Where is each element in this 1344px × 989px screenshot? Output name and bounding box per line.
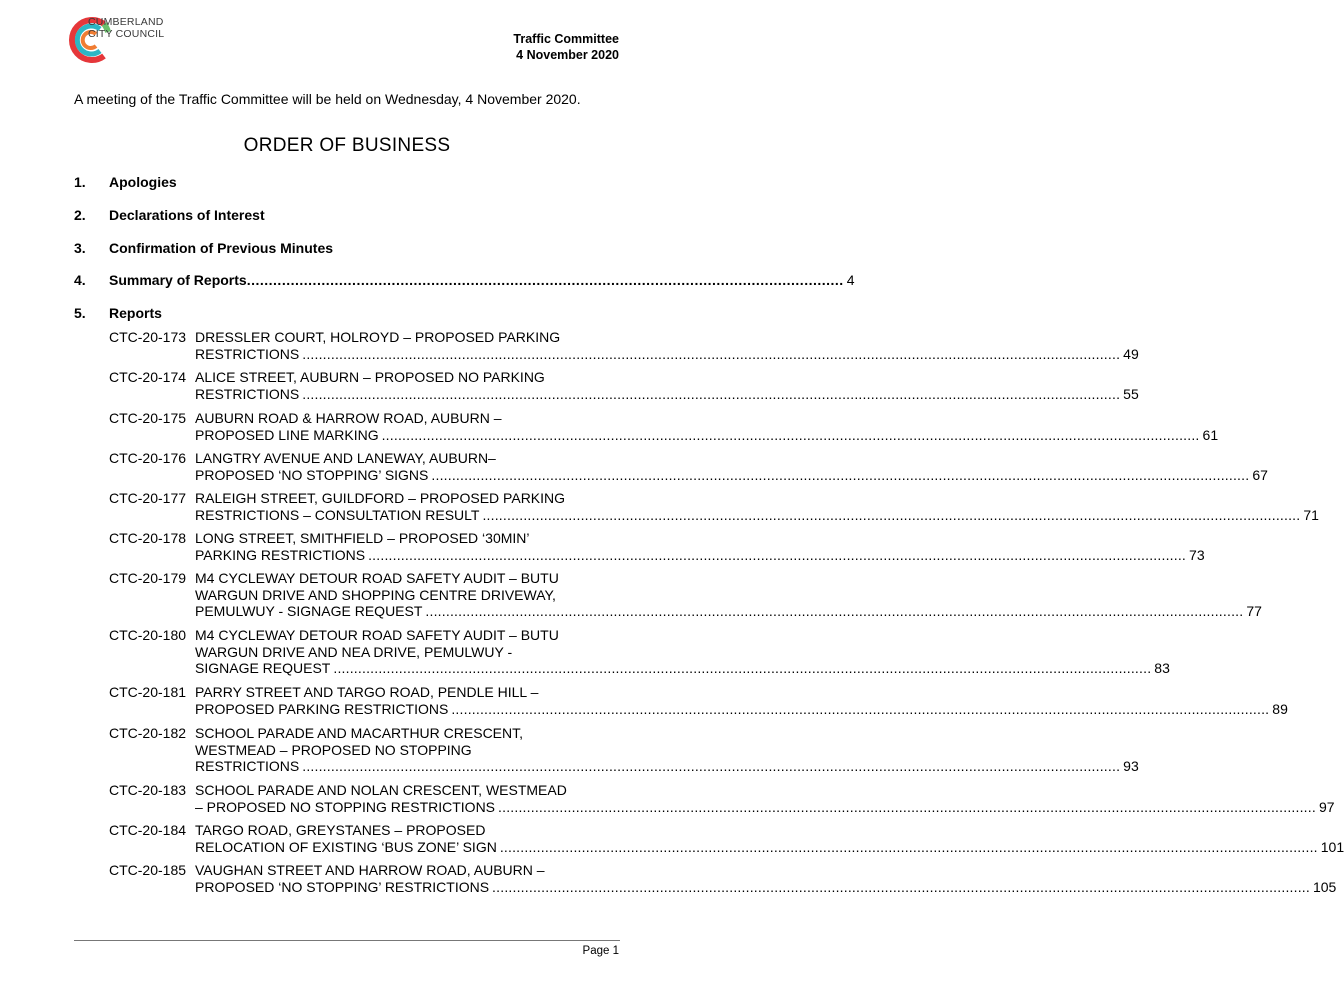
committee-name: Traffic Committee (513, 32, 619, 46)
report-code: CTC-20-181 (109, 684, 187, 700)
agenda-item-number: 3. (74, 240, 86, 256)
report-code: CTC-20-179 (109, 570, 187, 586)
report-title-line (195, 369, 586, 386)
report-code: CTC-20-177 (109, 490, 187, 506)
report-title-line (195, 450, 586, 467)
leader-dots: ........................................................................................................................................................................................................ (451, 700, 1270, 717)
report-entry[interactable] (109, 369, 1139, 402)
report-title-line (195, 742, 586, 759)
report-page: 93 (1123, 758, 1139, 774)
report-title-line (195, 700, 1288, 718)
leader-dots: ........................................................................................................................................................................................................ (368, 546, 1187, 563)
report-title-text: SCHOOL PARADE AND NOLAN CRESCENT, WESTMEAD (195, 782, 567, 798)
leader-dots: ........................................................................................................................................................................................................ (425, 603, 1244, 619)
report-title-text: RESTRICTIONS – CONSULTATION RESULT (195, 506, 480, 523)
leader-dots: ........................................................................................................................................................................................................ (302, 385, 1121, 402)
report-entry[interactable] (109, 530, 1205, 563)
agenda-item-number: 2. (74, 207, 86, 223)
report-title-line (195, 684, 586, 701)
report-title-text: WARGUN DRIVE AND NEA DRIVE, PEMULWUY - (195, 643, 513, 660)
leader-dots: ........................................................................................................................................................................................................ (482, 506, 1301, 523)
report-code: CTC-20-174 (109, 369, 187, 385)
report-page: 97 (1318, 798, 1335, 815)
report-title-line (195, 822, 586, 839)
report-title-line (195, 660, 1170, 677)
agenda-item (74, 272, 855, 288)
agenda-item-page: 4 (846, 272, 855, 288)
agenda-item (74, 305, 620, 321)
report-page: 83 (1154, 660, 1170, 676)
leader-dots: ........................................................................................................................................................................................................ (302, 758, 1121, 774)
report-entry[interactable] (109, 410, 1219, 443)
report-page: 55 (1123, 385, 1139, 402)
report-entry[interactable] (109, 627, 1170, 677)
report-title-line (195, 862, 586, 879)
report-title-line (195, 603, 1262, 620)
report-title-line (195, 426, 1219, 444)
report-title-line (195, 725, 586, 742)
report-title-text: WESTMEAD – PROPOSED NO STOPPING (195, 741, 472, 758)
report-title-line (195, 410, 586, 427)
agenda-item-label: Apologies (109, 174, 177, 190)
agenda-item-label: Reports (109, 305, 162, 321)
report-code: CTC-20-183 (109, 782, 187, 798)
report-entry[interactable] (109, 490, 1319, 523)
report-title-line (195, 644, 586, 661)
report-page: 77 (1246, 603, 1262, 619)
report-title-line (195, 329, 586, 346)
report-entry[interactable] (109, 862, 1337, 895)
agenda-item-number: 4. (74, 272, 86, 288)
leader-dots: ........................................................................................................................................................................................................ (492, 878, 1310, 895)
leader-dots: ........................................................................................................................................................................................................ (381, 426, 1200, 443)
report-title-text: PARKING RESTRICTIONS (195, 546, 366, 563)
report-title-text: SCHOOL PARADE AND MACARTHUR CRESCENT, (195, 725, 524, 741)
report-title-line (195, 570, 586, 587)
agenda-item-number: 5. (74, 305, 86, 321)
report-title-line (195, 627, 586, 644)
council-name (88, 16, 164, 40)
agenda-item-label: Declarations of Interest (109, 207, 265, 223)
report-title-text: RELOCATION OF EXISTING ‘BUS ZONE’ SIGN (195, 838, 497, 855)
report-title-text: RESTRICTIONS (195, 385, 300, 402)
report-entry[interactable] (109, 329, 1139, 362)
report-code: CTC-20-180 (109, 627, 187, 643)
report-entry[interactable] (109, 684, 1288, 717)
agenda-item-number: 1. (74, 174, 86, 190)
report-page: 67 (1252, 466, 1268, 483)
report-page: 89 (1272, 700, 1288, 717)
agenda-item (74, 174, 620, 190)
report-page: 73 (1189, 546, 1205, 563)
report-title-text: VAUGHAN STREET AND HARROW ROAD, AUBURN – (195, 862, 545, 878)
intro-text: A meeting of the Traffic Committee will be held on Wednesday, 4 November 2020. (74, 91, 581, 107)
report-title-text: – PROPOSED NO STOPPING RESTRICTIONS (195, 798, 496, 815)
report-page: 49 (1123, 345, 1139, 362)
report-title-text: PARRY STREET AND TARGO ROAD, PENDLE HILL – (195, 684, 539, 700)
report-title-line (195, 587, 586, 604)
report-title-text: RESTRICTIONS (195, 345, 300, 362)
report-page: 101 (1320, 838, 1344, 855)
report-title-text: RESTRICTIONS (195, 758, 300, 774)
report-title-text: PROPOSED ‘NO STOPPING’ RESTRICTIONS (195, 878, 490, 895)
report-code: CTC-20-178 (109, 530, 187, 546)
report-title-text: DRESSLER COURT, HOLROYD – PROPOSED PARKING (195, 329, 561, 345)
council-name-line2: CITY COUNCIL (88, 28, 165, 40)
report-title-line (195, 798, 1335, 816)
report-title-line (195, 490, 586, 507)
report-page: 61 (1202, 426, 1219, 443)
agenda-item-label: Summary of Reports (109, 272, 247, 288)
report-title-line (195, 345, 1139, 363)
leader-dots: ........................................................................................................................................................................................................ (498, 798, 1316, 815)
report-code: CTC-20-173 (109, 329, 187, 345)
report-code: CTC-20-176 (109, 450, 187, 466)
report-title-text: WARGUN DRIVE AND SHOPPING CENTRE DRIVEWAY, (195, 586, 556, 603)
report-title-line (195, 758, 1139, 775)
report-entry[interactable] (109, 822, 1344, 855)
report-entry[interactable] (109, 570, 1262, 620)
report-title-text: ALICE STREET, AUBURN – PROPOSED NO PARKING (195, 369, 545, 385)
header-meta (513, 31, 619, 63)
report-title-text: PROPOSED LINE MARKING (195, 426, 379, 443)
report-title-line (195, 782, 586, 799)
report-title-text: LANGTRY AVENUE AND LANEWAY, AUBURN– (195, 450, 496, 466)
report-title-line (195, 385, 1139, 403)
report-title-text: SIGNAGE REQUEST (195, 660, 331, 676)
report-title-text: TARGO ROAD, GREYSTANES – PROPOSED (195, 822, 486, 838)
leader-dots: ........................................................................................................................................................................................................ (302, 345, 1121, 362)
report-title-text: PEMULWUY - SIGNAGE REQUEST (195, 603, 423, 619)
report-entry[interactable] (109, 782, 1335, 815)
report-title-line (195, 530, 586, 547)
report-code: CTC-20-182 (109, 725, 187, 741)
page-number: Page 1 (582, 945, 619, 957)
agenda-item-label: Confirmation of Previous Minutes (109, 240, 334, 256)
leader-dots: ........................................................................................................................................................................................................ (499, 838, 1318, 855)
leader-dots: ........................................................................................................................................................................................................ (333, 660, 1152, 676)
council-name-line1: CUMBERLAND (88, 16, 164, 28)
report-page: 105 (1312, 878, 1337, 895)
leader-dots: ........................................................................................................................................................................................................ (431, 466, 1250, 483)
page-title: ORDER OF BUSINESS (243, 135, 451, 156)
meeting-date: 4 November 2020 (516, 48, 619, 62)
report-title-text: AUBURN ROAD & HARROW ROAD, AUBURN – (195, 410, 502, 426)
report-title-text: PROPOSED ‘NO STOPPING’ SIGNS (195, 466, 429, 483)
report-page: 71 (1303, 506, 1319, 523)
report-code: CTC-20-175 (109, 410, 187, 426)
report-title-text: M4 CYCLEWAY DETOUR ROAD SAFETY AUDIT – BUTU (195, 570, 559, 586)
agenda-item (74, 240, 620, 256)
report-title-text: PROPOSED PARKING RESTRICTIONS (195, 700, 449, 717)
leader-dots: ........................................................................................................................................ (246, 272, 844, 288)
report-entry[interactable] (109, 450, 1268, 483)
report-title-line (195, 506, 1319, 524)
report-code: CTC-20-185 (109, 862, 187, 878)
report-title-text: LONG STREET, SMITHFIELD – PROPOSED ‘30MIN’ (195, 530, 530, 546)
report-title-text: RALEIGH STREET, GUILDFORD – PROPOSED PARKING (195, 490, 566, 506)
report-title-line (195, 546, 1205, 564)
footer-divider (74, 940, 620, 941)
report-title-text: M4 CYCLEWAY DETOUR ROAD SAFETY AUDIT – BUTU (195, 627, 559, 643)
agenda-item (74, 207, 620, 223)
report-title-line (195, 878, 1337, 896)
report-title-line (195, 466, 1268, 484)
report-code: CTC-20-184 (109, 822, 187, 838)
report-entry[interactable] (109, 725, 1139, 775)
report-title-line (195, 838, 1344, 856)
